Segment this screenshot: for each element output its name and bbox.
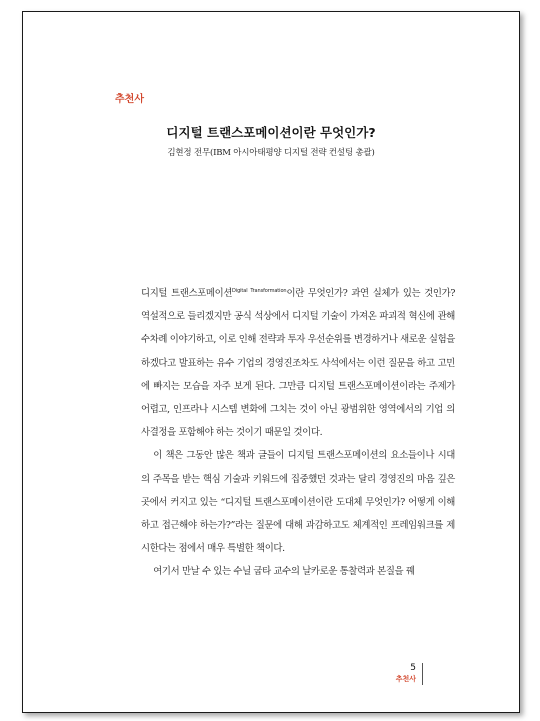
paragraph-1 [141,280,455,444]
paragraph-2: 이 책은 그동안 많은 책과 글들이 디지털 트랜스포메이션의 요소들이나 시대의 주목을 받는 핵심 기술과 키워드에 집중했던 것과는 달리 경영진의 마음 깊은 곳에서 커지고 있는 “디지털 트랜스포메이션이란 도대체 무엇인가? 어떻게 이해하고 접근해야 하는가?”라는 질문에 대해 과감하고도 체계적인 프레임워크를 제시한다는 점에서 매우 특별한 책이다. [141,450,455,555]
section-label: 추천사 [115,94,144,105]
paragraph-1-rest: 이란 무엇인가? 과연 실체가 있는 것인가? 역설적으로 들리겠지만 공식 석상에서 디지털 기술이 가져온 파괴적 혁신에 관해 수차례 이야기하고, 이로 인해 전략과 투자 우선순위를 변경하거나 새로운 실험을 하겠다고 발표하는 유수 기업의 경영진조차도 사석에서는 이런 질문을 하고 고민에 빠지는 모습을 자주 보게 된다. 그만큼 디지털 트랜스포메이션이라는 주제가 어렵고, 인프라나 시스템 변화에 그치는 것이 아닌 광범위한 영역에서의 기업 의사결정을 포함해야 하는 것이기 때문일 것이다. [141,288,455,439]
page-number: 5 [410,663,416,673]
english-term-superscript: Digital Transformation [232,288,287,294]
paragraph-1-lead: 디지털 트랜스포메이션 [141,288,233,299]
body-text [141,280,455,584]
footer-section-label: 추천사 [395,675,416,683]
page-footer [396,663,423,685]
paragraph-3: 여기서 만날 수 있는 수닐 굽타 교수의 날카로운 통찰력과 본질을 꿰 [153,566,415,578]
author-line: 김현정 전무(IBM 아시아태평양 디지털 전략 컨설팅 총괄) [167,148,375,158]
book-page [22,11,520,713]
page-title: 디지털 트랜스포메이션이란 무엇인가? [166,125,376,140]
